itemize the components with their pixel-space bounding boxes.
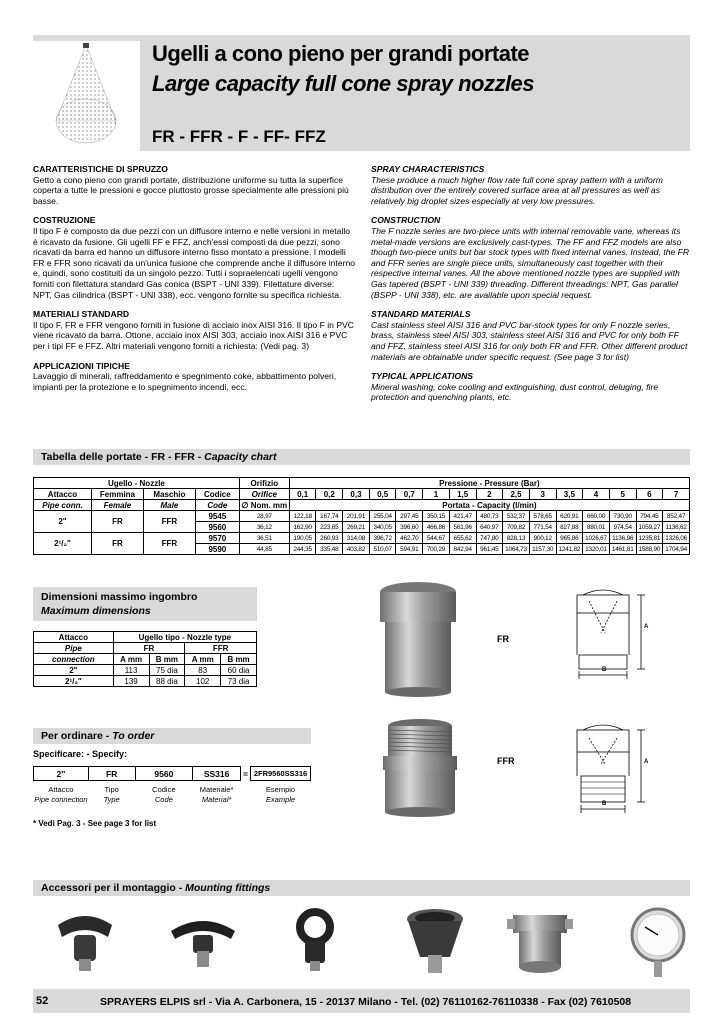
pressure-12: 5 (609, 489, 636, 500)
dimensions-band (33, 587, 257, 621)
pressure-11: 4 (583, 489, 610, 500)
pipe-cell: 2" (34, 511, 92, 533)
order-label-it: Attacco (48, 785, 74, 794)
capacity-cell: 340,05 (369, 522, 396, 533)
capacity-cell: 655,62 (449, 533, 476, 544)
section-heading: CONSTRUCTION (371, 215, 441, 226)
capacity-cell: 965,86 (556, 533, 583, 544)
section-text: Il tipo F è composto da due pezzi con un diffusore interno e nelle versioni in metallo è ricavato da fusione. Gli ugelli FF e FFZ, anch'essi composti da due pezzi, sono ricavati da barra ed hanno un diffusore interno fisso montato a pressione. I modelli FR e FFR sono ricavati da un'unica fusione che comprende anche il diffusore interno e, quindi, sono costituiti da un singolo pezzo. Tutti i sopraelencati ugelli vengono forniti con filettatura standard Gas conica (BSPT - UNI 339). Filettature diverse: NPT, Gas cilindrica (BSPT - UNI 338), ecc. vengono fornite su specifica richiesta. (33, 225, 356, 300)
capacity-cell: 709,82 (503, 522, 530, 533)
code-cell: 9590 (195, 544, 239, 555)
fr-technical-drawing (565, 583, 665, 688)
order-material-value: SS316 (193, 767, 241, 781)
page-title-italian: Ugelli a cono pieno per grandi portate (152, 41, 530, 66)
capacity-cell: 640,97 (476, 522, 503, 533)
section-heading: MATERIALI STANDARD (33, 309, 130, 320)
order-label-it: Tipo (104, 785, 119, 794)
section-text: Lavaggio di minerali, raffreddamento e spegnimento coke, abbattimento polveri, impianti per la protezione e lo spegnimento incendi, ecc. (33, 371, 337, 392)
pressure-8: 2,5 (503, 489, 530, 500)
capacity-cell: 842,94 (449, 544, 476, 555)
capacity-cell: 314,08 (343, 533, 370, 544)
accessories-band-italian: Accessori per il montaggio - (41, 882, 186, 894)
capacity-cell: 961,45 (476, 544, 503, 555)
section-heading: TYPICAL APPLICATIONS (371, 371, 474, 382)
section-text: These produce a much higher flow rate full cone spray pattern with a uniform distribution over the entirely covered surface area at all pressures as well as relatively big droplet sizes especially at very low pressures. (371, 174, 663, 206)
capacity-cell: 162,90 (289, 522, 316, 533)
dim-cell: 60 dia (221, 665, 257, 676)
orifice-group-header: Orifizio (239, 478, 289, 489)
order-code-value: 9560 (135, 767, 193, 781)
capacity-cell: 852,47 (663, 511, 690, 522)
orifice-cell: 36,51 (239, 533, 289, 544)
dim-col-connection: connection (34, 654, 114, 665)
capacity-cell: 730,90 (609, 511, 636, 522)
page-number: 52 (36, 995, 49, 1007)
capacity-cell: 1136,96 (609, 533, 636, 544)
orifice-cell: 36,12 (239, 522, 289, 533)
capacity-cell: 335,48 (316, 544, 343, 555)
order-label-en: Code (154, 794, 173, 804)
capacity-cell: 1704,94 (663, 544, 690, 555)
spacer (241, 794, 251, 804)
capacity-cell: 201,91 (343, 511, 370, 522)
nozzle-group-header: Ugello - Nozzle (34, 478, 240, 489)
section-heading: CARATTERISTICHE DI SPRUZZO (33, 164, 168, 174)
italian-description (33, 164, 355, 392)
table-row (34, 533, 690, 544)
male-cell: FFR (143, 533, 195, 555)
dim-cell: 102 (185, 676, 221, 687)
col-female: Female (91, 500, 143, 511)
capacity-cell: 403,82 (343, 544, 370, 555)
dim-group-header: Ugello tipo - Nozzle type (113, 632, 256, 643)
capacity-cell: 594,91 (396, 544, 423, 555)
capacity-cell: 223,65 (316, 522, 343, 533)
dim-cell: 88 dia (149, 676, 185, 687)
capacity-cell: 1064,73 (503, 544, 530, 555)
dimensions-table (33, 631, 257, 687)
pressure-13: 6 (636, 489, 663, 500)
ffr-dim-b: B (602, 801, 607, 807)
split-eyelet-clamp-photo (283, 905, 348, 977)
capacity-cell: 1461,81 (609, 544, 636, 555)
order-band (33, 728, 311, 744)
code-cell: 9570 (195, 533, 239, 544)
fr-nozzle-photo (373, 580, 463, 698)
capacity-cell: 1059,27 (636, 522, 663, 533)
col-pipe: Pipe conn. (34, 500, 92, 511)
fr-dim-a: A (644, 624, 649, 630)
company-contact: SPRAYERS ELPIS srl - Via A. Carbonera, 15 - 20137 Milano - Tel. (02) 76110162-76110338 - Fax (02) 7610508 (100, 996, 632, 1008)
col-code: Code (195, 500, 239, 511)
female-cell: FR (91, 533, 143, 555)
orifice-cell: 28,97 (239, 511, 289, 522)
dim-b-fr: B mm (149, 654, 185, 665)
capacity-cell: 480,73 (476, 511, 503, 522)
order-pipe-value: 2'' (34, 767, 89, 781)
order-label-it: Materiale* (199, 785, 234, 794)
capacity-cell: 828,13 (503, 533, 530, 544)
dim-cell: 73 dia (221, 676, 257, 687)
capacity-cell: 350,15 (423, 511, 450, 522)
pressure-3: 0,5 (369, 489, 396, 500)
capacity-band-english: Capacity chart (204, 451, 277, 463)
page-title-english: Large capacity full cone spray nozzles (152, 71, 535, 96)
equals-sign: = (243, 768, 248, 779)
dim-pipe-cell: 2" (34, 665, 114, 676)
capacity-band-italian: Tabella delle portate - FR - FFR - (41, 451, 205, 463)
accessories-band-english: Mounting fittings (185, 882, 271, 894)
pressure-7: 2 (476, 489, 503, 500)
dim-cell: 113 (113, 665, 149, 676)
capacity-cell: 544,67 (423, 533, 450, 544)
female-cell: FR (91, 511, 143, 533)
capacity-cell: 396,60 (396, 522, 423, 533)
order-example-table (33, 766, 311, 804)
capacity-cell: 561,96 (449, 522, 476, 533)
pressure-5: 1 (423, 489, 450, 500)
fr-dim-b: B (602, 667, 607, 673)
section-heading: SPRAY CHARACTERISTICS (371, 164, 485, 174)
table-row (34, 676, 257, 687)
pipe-cell: 2¹/₂" (34, 533, 92, 555)
pressure-4: 0,7 (396, 489, 423, 500)
line-strainer-photo (505, 905, 575, 980)
pipe-clamp-photo (165, 905, 240, 975)
dim-b-ffr: B mm (221, 654, 257, 665)
dim-a-fr: A mm (113, 654, 149, 665)
capacity-cell: 620,91 (556, 511, 583, 522)
capacity-cell: 1026,67 (583, 533, 610, 544)
pressure-9: 3 (529, 489, 556, 500)
pressure-2: 0,3 (343, 489, 370, 500)
col-maschio: Maschio (143, 489, 195, 500)
spray-cone-illustration (33, 41, 140, 151)
pressure-gauge-photo (623, 905, 693, 981)
dimensions-band-english: Maximum dimensions (41, 605, 151, 617)
code-cell: 9545 (195, 511, 239, 522)
section-heading: STANDARD MATERIALS (371, 309, 471, 320)
capacity-cell: 167,74 (316, 511, 343, 522)
col-orifice: Orifice (239, 489, 289, 500)
dim-col-attacco: Attacco (34, 632, 114, 643)
model-list: FR - FFR - F - FF- FFZ (152, 127, 326, 146)
english-description (371, 164, 691, 403)
capacity-cell: 269,21 (343, 522, 370, 533)
capacity-cell: 1320,01 (583, 544, 610, 555)
pressure-1: 0,2 (316, 489, 343, 500)
order-label-it: Esempio (265, 785, 296, 794)
table-row (34, 665, 257, 676)
capacity-cell: 244,35 (289, 544, 316, 555)
dim-col-ffr: FFR (185, 643, 257, 654)
capacity-cell: 827,88 (556, 522, 583, 533)
order-label-it: Codice (152, 785, 176, 794)
capacity-cell: 1326,06 (663, 533, 690, 544)
code-cell: 9560 (195, 522, 239, 533)
male-cell: FFR (143, 511, 195, 533)
order-band-english: To order (112, 730, 155, 742)
capacity-cell: 466,86 (423, 522, 450, 533)
dim-cell: 83 (185, 665, 221, 676)
col-femmina: Femmina (91, 489, 143, 500)
dim-col-pipe: Pipe (34, 643, 114, 654)
capacity-cell: 510,07 (369, 544, 396, 555)
dimensions-band-italian: Dimensioni massimo ingombro (41, 591, 198, 603)
capacity-cell: 1157,30 (529, 544, 556, 555)
order-band-italian: Per ordinare - (41, 730, 113, 742)
col-attacco: Attacco (34, 489, 92, 500)
orifice-cell: 44,85 (239, 544, 289, 555)
capacity-chart-band (33, 449, 690, 465)
capacity-cell: 974,54 (609, 522, 636, 533)
capacity-cell: 122,18 (289, 511, 316, 522)
capacity-cell: 190,05 (289, 533, 316, 544)
capacity-cell: 532,37 (503, 511, 530, 522)
capacity-cell: 462,70 (396, 533, 423, 544)
capacity-cell: 880,01 (583, 522, 610, 533)
col-codice: Codice (195, 489, 239, 500)
section-text: Il tipo F, FR e FFR vengono forniti in fusione di acciaio inox AISI 316. Il tipo F in PVC viene ricavato da barra. Ottone, acciaio inox AISI 303, acciaio inox AISI 316 e PVC per i tipi FF e FFZ. Altri materiali vengono forniti a richiesta: (Vedi pag. 3) (33, 319, 354, 351)
pressure-group-header: Pressione - Pressure (Bar) (289, 478, 689, 489)
pressure-10: 3,5 (556, 489, 583, 500)
strainer-fitting-photo (400, 905, 470, 980)
capacity-cell: 794,45 (636, 511, 663, 522)
capacity-cell: 260,93 (316, 533, 343, 544)
pressure-6: 1,5 (449, 489, 476, 500)
ffr-dim-a: A (644, 759, 649, 765)
col-male: Male (143, 500, 195, 511)
product-image-frame (33, 41, 140, 151)
material-note: * Vedi Pag. 3 - See page 3 for list (33, 819, 157, 828)
capacity-cell: 255,04 (369, 511, 396, 522)
col-nominal: ∅ Nom. mm (239, 500, 289, 511)
dim-cell: 75 dia (149, 665, 185, 676)
pressure-0: 0,1 (289, 489, 316, 500)
order-label-en: Pipe connection (34, 794, 88, 804)
capacity-cell: 1136,62 (663, 522, 690, 533)
order-example-value: 2FR9560SS316 (251, 767, 311, 781)
order-label-en: Type (103, 794, 120, 804)
section-text: Mineral washing, coke cooling and extinguishing, dust control, deluging, fire protection and quenching plants, etc. (371, 381, 659, 403)
capacity-cell: 396,72 (369, 533, 396, 544)
capacity-cell: 660,00 (583, 511, 610, 522)
order-type-value: FR (88, 767, 135, 781)
table-row (34, 511, 690, 522)
dim-pipe-cell: 2¹/₂" (34, 676, 114, 687)
capacity-cell: 700,29 (423, 544, 450, 555)
capacity-cell: 1235,81 (636, 533, 663, 544)
capacity-cell: 1588,90 (636, 544, 663, 555)
fr-label: FR (497, 634, 509, 644)
capacity-table (33, 477, 690, 555)
capacity-cell: 747,80 (476, 533, 503, 544)
specify-label: Specificare: - Specify: (33, 749, 128, 759)
capacity-cell: 1241,82 (556, 544, 583, 555)
capacity-cell: 900,12 (529, 533, 556, 544)
order-label-en: Material* (201, 794, 232, 804)
section-heading: APPLICAZIONI TIPICHE (33, 360, 130, 371)
order-label-en: Example (265, 794, 296, 804)
ffr-nozzle-photo (375, 718, 465, 818)
dim-a-ffr: A mm (185, 654, 221, 665)
capacity-cell: 421,47 (449, 511, 476, 522)
section-text: The F nozzle series are two-piece units with internal removable vane, whereas its metal-made versions are exclusively cast-types. The FF and FFZ models are also though two-piece units but bar stock types with fixed internal vanes. Instead, the FR and FFR series are single piece units, simultaneously cast together with their respective internal vanes. All the above mentioned nozzle types are supplied with Gas tapered (BSPT - UNI 339) threading. Different threadings: NPT, Gas parallel (BSPP - UNI 338), etc. are available upon special request. (371, 225, 690, 300)
capacity-cell: 297,45 (396, 511, 423, 522)
capacity-cell: 771,54 (529, 522, 556, 533)
dim-col-fr: FR (113, 643, 185, 654)
ffr-technical-drawing (565, 718, 665, 823)
split-clamp-photo (50, 905, 120, 977)
section-text: Cast stainless steel AISI 316 and PVC bar-stock types for only F nozzle series, brass, stainless steel AISI 303, stainless steel AISI 316 and PVC for only both FF and FFZ, stainless steel AISI 316 for only both FR and FFR. Other different product materials are obtainable under specific request. (See page 3 for list) (371, 319, 688, 362)
ffr-label: FFR (497, 756, 515, 766)
capacity-label: Portata - Capacity (l/min) (289, 500, 689, 511)
section-heading: COSTRUZIONE (33, 215, 96, 226)
dim-cell: 139 (113, 676, 149, 687)
spacer (241, 781, 251, 795)
pressure-14: 7 (663, 489, 690, 500)
accessories-band (33, 880, 690, 896)
section-text: Getto a cono pieno con grandi portate, distribuzione uniforme su tutta la superfice coperta a tutte le pressioni e gocce piuttosto grosse specialmente alle pressioni più basse. (33, 174, 349, 206)
capacity-cell: 578,65 (529, 511, 556, 522)
